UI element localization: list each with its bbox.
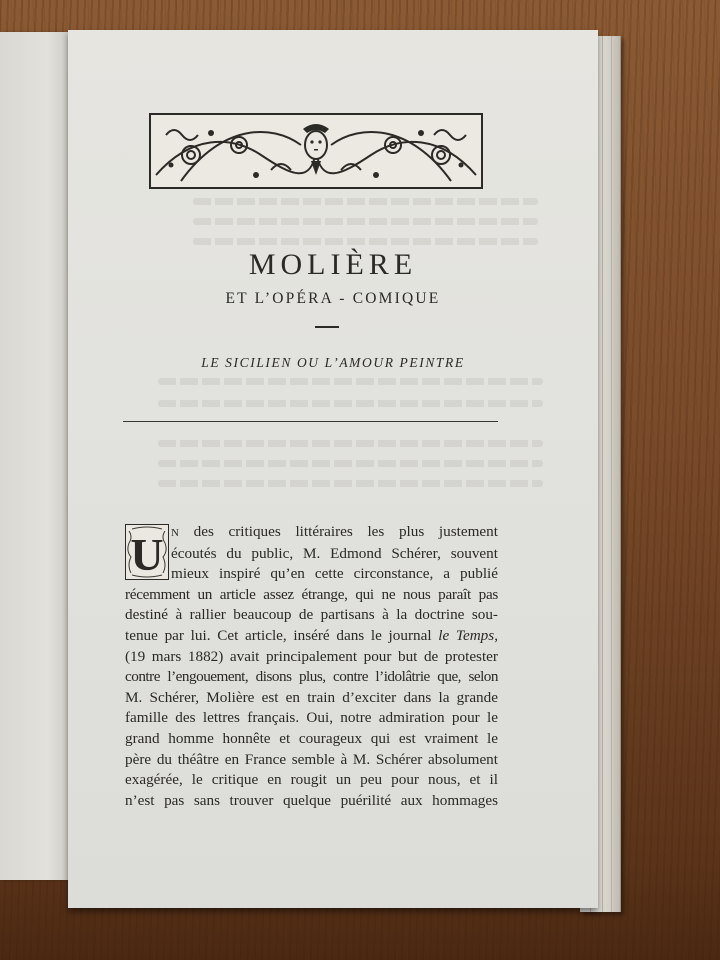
show-through — [158, 480, 543, 487]
body-paragraph — [125, 522, 498, 811]
text-line — [125, 626, 498, 647]
text-line: mieux inspiré qu’en cette circonstance, a publié — [171, 565, 498, 583]
text-line — [125, 522, 498, 544]
text-line: récemment un article assez étrange, qui ne nous paraît pas — [125, 585, 498, 603]
book-page — [68, 30, 598, 908]
show-through — [158, 460, 543, 467]
section-title: LE SICILIEN OU L’AMOUR PEINTRE — [201, 355, 465, 370]
page-subtitle: ET L’OPÉRA - COMIQUE — [225, 290, 441, 307]
text-line: famille des lettres français. Oui, notre admiration pour le — [125, 709, 498, 727]
title-rule — [315, 326, 339, 328]
line-text: , — [494, 626, 498, 644]
svg-text:U: U — [130, 529, 164, 579]
show-through — [158, 400, 543, 407]
section-rule — [123, 421, 498, 422]
text-line: n’est pas sans trouver quelque puérilité aux hommages — [125, 791, 498, 809]
text-line: père du théâtre en France semble à M. Schérer absolument — [125, 750, 498, 768]
show-through — [193, 218, 538, 225]
show-through — [193, 238, 538, 245]
text-line: grand homme honnête et courageux qui est vraiment le — [125, 729, 498, 747]
left-page-edge — [0, 32, 68, 880]
text-line: écoutés du public, M. Edmond Schérer, souvent — [171, 544, 498, 562]
text-line: M. Schérer, Molière est en train d’exciter dans la grande — [125, 688, 498, 706]
show-through — [193, 198, 538, 205]
foliate-scroll-icon — [151, 115, 481, 187]
page-title: MOLIÈRE — [248, 248, 418, 281]
journal-name: le Temps — [438, 626, 495, 644]
text-line: (19 mars 1882) avait principalement pour but de protester — [125, 647, 498, 665]
ornamental-headpiece — [149, 113, 483, 189]
line-text: des critiques littéraires les plus justement — [178, 523, 498, 540]
line-text: tenue par lui. Cet article, inséré dans le journal — [125, 626, 439, 644]
text-line: destiné à rallier beaucoup de partisans à la doctrine sou- — [125, 606, 498, 624]
lead-letter: N — [171, 527, 179, 539]
show-through — [158, 440, 543, 447]
text-line: exagérée, le critique en rougit un peu pour nous, et il — [125, 771, 498, 789]
text-line: contre l’engouement, disons plus, contre l’idolâtrie que, selon — [125, 668, 498, 686]
show-through — [158, 378, 543, 385]
